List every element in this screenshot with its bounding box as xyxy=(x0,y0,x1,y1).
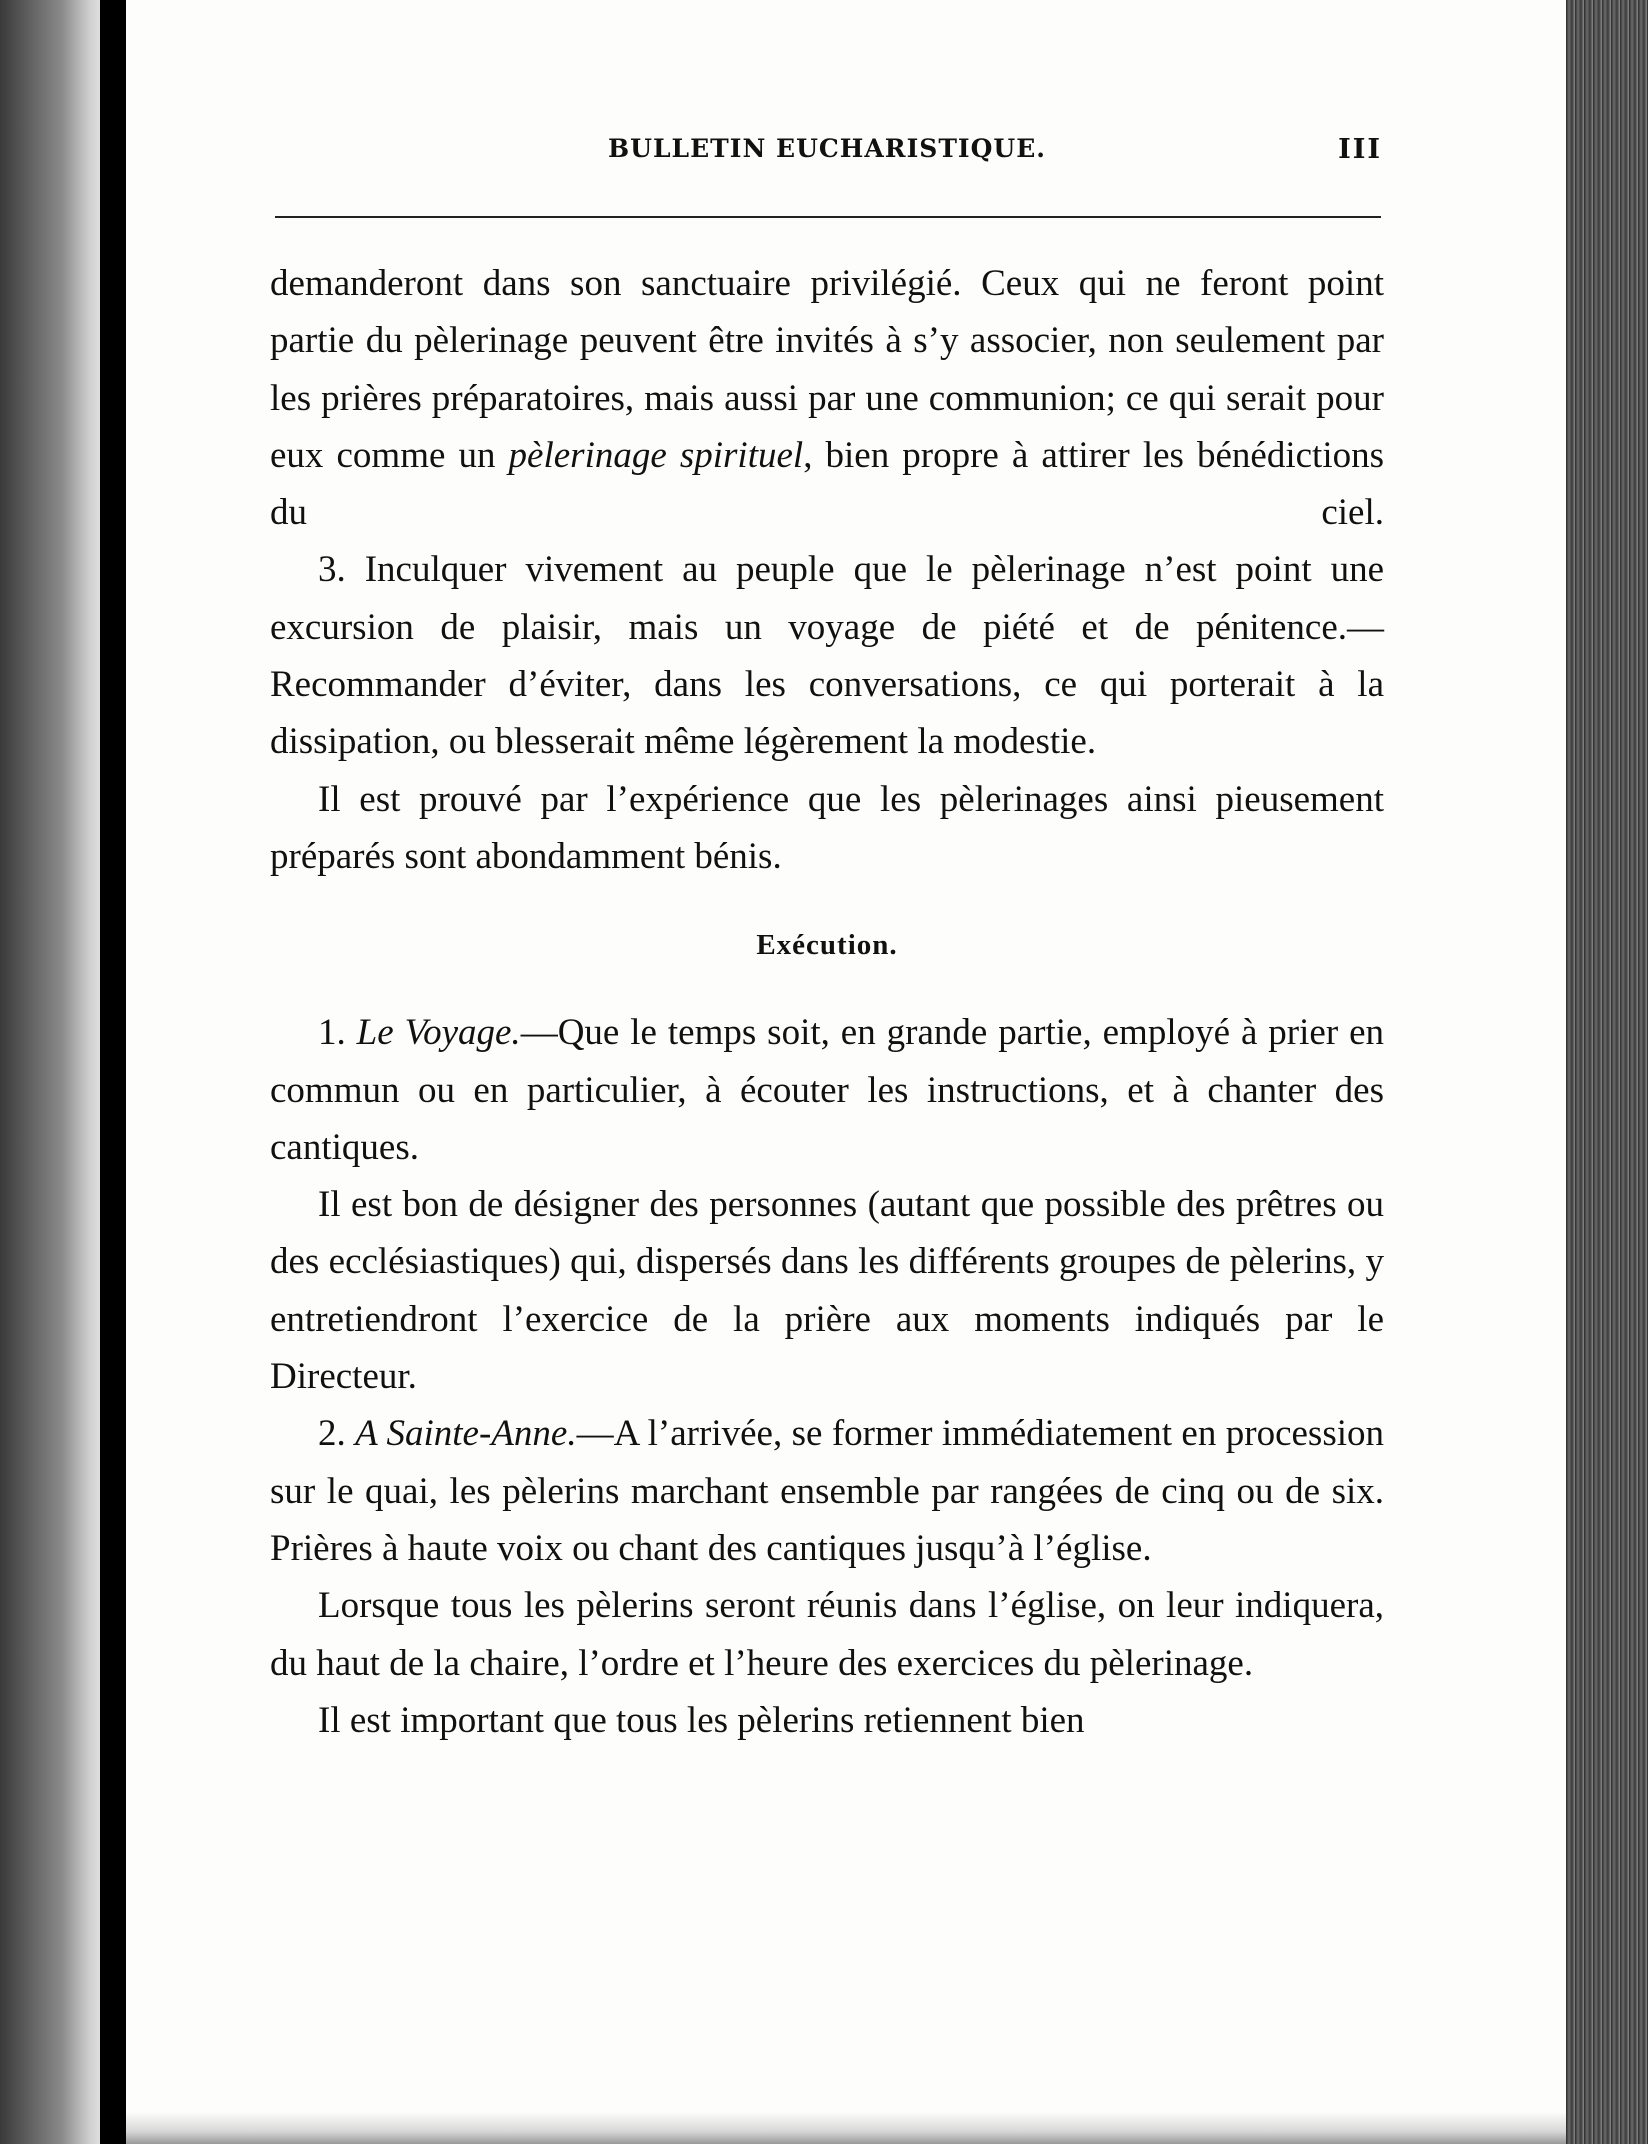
item-text: —A l’arrivée, se former immédiatement en procession sur le quai, les pèlerins marchant ensemble par rangées de cinq ou de six. Prières à haute voix ou chant des cantiques jusqu’à l’église. xyxy=(270,1413,1385,1569)
paragraph-text: demanderont dans son sanctuaire privilégié. Ceux qui ne feront point partie du pèlerinage peuvent être invités à s’y associer, non seulement par les prières préparatoires, mais aussi par une communion; ce qui serait pour eux comme un xyxy=(270,263,1384,476)
running-title: BULLETIN EUCHARISTIQUE. xyxy=(608,134,1046,163)
facing-page-edge xyxy=(0,0,112,2144)
section-heading: Exécution. xyxy=(756,929,898,962)
paragraph-experience: Il est prouvé par l’expérience que les pèlerinages ainsi pieusement préparés sont abondamment bénis. xyxy=(270,778,1384,877)
paragraph-item-2 xyxy=(270,1405,1384,1577)
page-bottom-shadow xyxy=(126,2112,1566,2144)
item-title: A Sainte-Anne. xyxy=(355,1413,577,1455)
book-gutter xyxy=(100,0,126,2144)
page-number: III xyxy=(1338,134,1382,165)
paragraph-persons: Il est bon de désigner des personnes (autant que possible des prêtres ou des ecclésiastiques) qui, dispersés dans les différents groupes de pèlerins, y entretiendront l’exercice de la prière aux moments indiqués par le Directeur. xyxy=(270,1184,1384,1398)
paragraph-item-3: 3. Inculquer vivement au peuple que le pèlerinage n’est point une excursion de plaisir, mais un voyage de piété et de pénitence.—Recommander d’éviter, dans les conversations, ce qui porterait à la dissipation, ou blesserait même légèrement la modestie. xyxy=(270,549,1384,763)
italic-phrase: pèlerinage spirituel xyxy=(508,434,804,476)
item-number: 2. xyxy=(318,1413,356,1455)
paragraph-gathering: Lorsque tous les pèlerins seront réunis dans l’église, on leur indiquera, du haut de la chaire, l’ordre et l’heure des exercices du pèlerinage. xyxy=(270,1585,1384,1684)
item-title: Le Voyage. xyxy=(356,1012,521,1054)
item-number: 1. xyxy=(318,1012,357,1054)
header-rule xyxy=(275,216,1381,218)
item-text: —Que le temps soit, en grande partie, employé à prier en commun ou en particulier, à écouter les instructions, et à chanter des cantiques. xyxy=(270,1012,1384,1168)
paragraph-important: Il est important que tous les pèlerins retiennent bien xyxy=(318,1699,1085,1741)
running-head xyxy=(272,134,1382,174)
paragraph-item-1 xyxy=(270,1004,1384,1176)
book-fore-edge xyxy=(1566,0,1648,2144)
body-text xyxy=(270,255,1384,1749)
paragraph-continued xyxy=(270,255,1384,541)
paragraph-text-tail: , bien propre à attirer les bénédictions du ciel. xyxy=(270,434,1384,534)
